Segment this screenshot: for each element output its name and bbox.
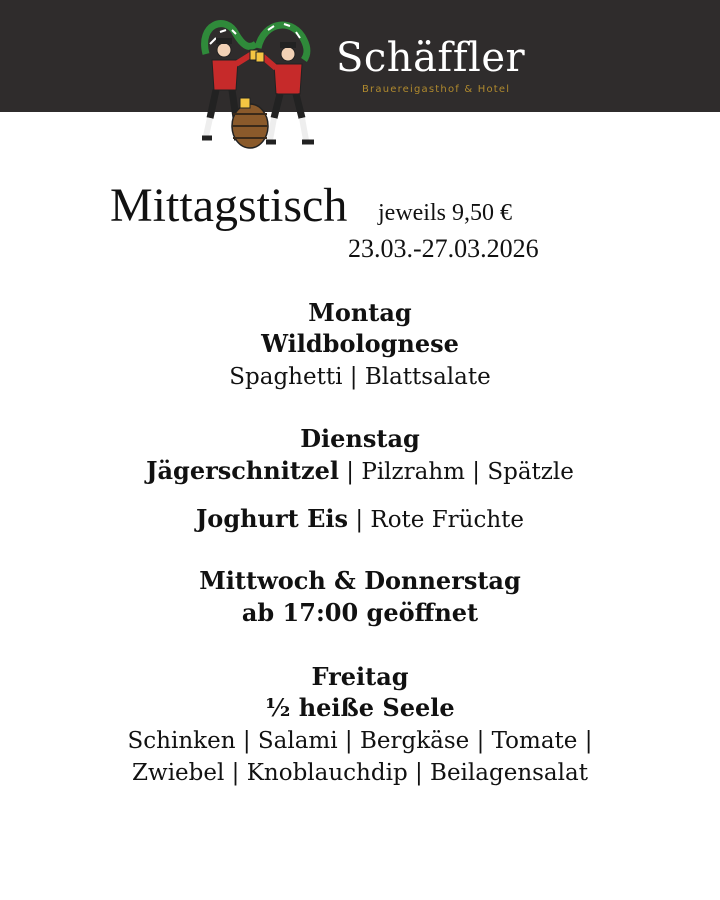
day-heading-dienstag: Dienstag [300,424,420,453]
menu-title: Mittagstisch [110,179,348,232]
menu-date-range: 23.03.-27.03.2026 [348,234,539,263]
sides-montag: Spaghetti | Blattsalate [229,364,491,390]
note-mittwoch-donnerstag: ab 17:00 geöffnet [241,598,479,627]
menu-price: jeweils 9,50 € [378,200,512,226]
dish-montag: Wildbolognese [261,329,459,358]
brand-subtitle: Brauereigasthof & Hotel [362,84,511,95]
brand-name: Schäffler [336,35,526,81]
dessert-dienstag: Joghurt Eis [195,504,349,533]
dish-freitag: ½ heiße Seele [265,693,455,722]
dessert-sides-dienstag: Rote Früchte [370,507,525,533]
dessert-line-dienstag [0,503,720,536]
dessert-separator-dienstag: | [348,507,371,533]
sides-dienstag: Pilzrahm | Spätzle [361,459,574,485]
day-heading-montag: Montag [308,298,412,327]
day-heading-mittwoch-donnerstag: Mittwoch & Donnerstag [199,566,521,595]
sides-freitag-line2: Zwiebel | Knoblauchdip | Beilagensalat [132,760,588,786]
sides-freitag-line1: Schinken | Salami | Bergkäse | Tomate | [127,728,593,754]
dish-separator-dienstag: | [338,459,362,485]
dish-line-dienstag [0,455,720,488]
dish-dienstag: Jägerschnitzel [146,456,339,485]
beer-toasting-dancers-logo-icon [196,14,324,164]
day-heading-freitag: Freitag [311,662,409,691]
